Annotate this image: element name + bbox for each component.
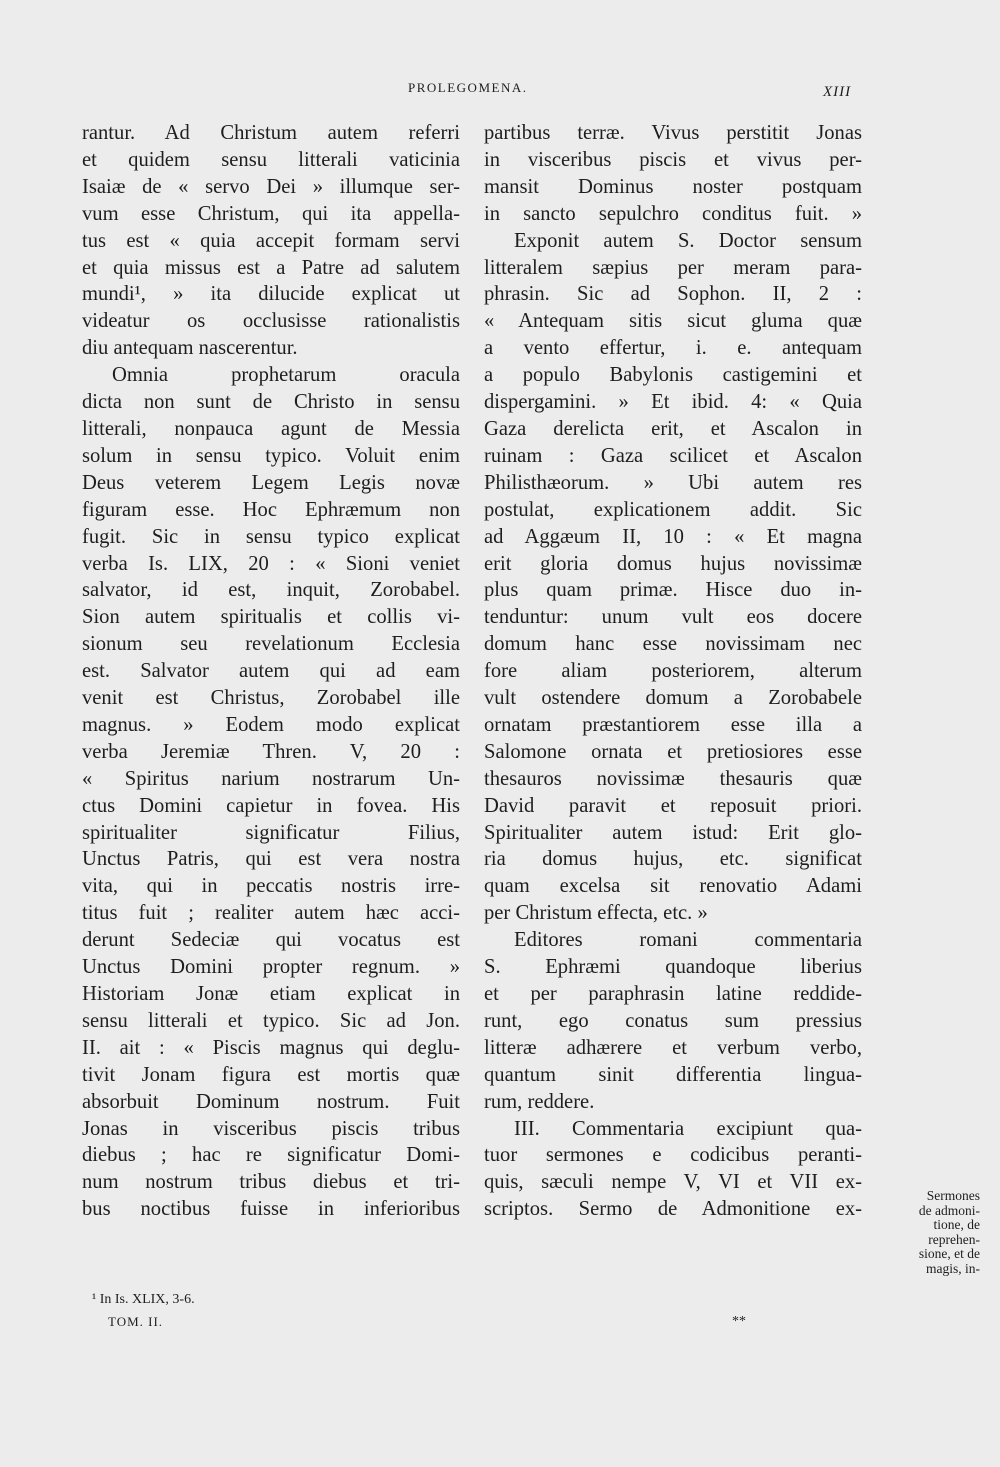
text-line: derunt Sedeciæ qui vocatus est	[82, 929, 460, 952]
text-line: tivit Jonam figura est mortis quæ	[82, 1063, 460, 1086]
text-line: David paravit et reposuit priori.	[484, 794, 862, 817]
text-line: III. Commentaria excipiunt qua-	[514, 1117, 862, 1140]
text-line: Exponit autem S. Doctor sensum	[514, 229, 862, 252]
text-line: ria domus hujus, etc. significat	[484, 848, 862, 871]
text-line: tus est « quia accepit formam servi	[82, 229, 460, 252]
text-line: dicta non sunt de Christo in sensu	[82, 391, 460, 414]
text-line: litterali, nonpauca agunt de Messia	[82, 417, 460, 440]
footnote: ¹ In Is. XLIX, 3-6.	[92, 1292, 195, 1307]
text-line: Sion autem spiritualis et collis vi-	[82, 606, 460, 629]
margin-note-line: reprehen-	[928, 1231, 980, 1247]
text-line: rantur. Ad Christum autem referri	[82, 122, 460, 144]
text-line: ornatam præstantiorem esse illa a	[484, 713, 862, 736]
signature-mark: **	[732, 1314, 746, 1329]
text-line: quantum sinit differentia lingua-	[484, 1063, 862, 1086]
text-line: Editores romani commentaria	[514, 929, 862, 952]
text-line: diebus ; hac re significatur Domi-	[82, 1144, 460, 1167]
text-line: salvator, id est, inquit, Zorobabel.	[82, 579, 460, 602]
margin-note-line: Sermones	[926, 1188, 980, 1203]
text-line: figuram esse. Hoc Ephræmum non	[82, 498, 460, 521]
text-line: thesauros novissimæ thesauris quæ	[484, 767, 862, 790]
text-line: scriptos. Sermo de Admonitione ex-	[484, 1198, 862, 1221]
text-line: Spiritualiter autem istud: Erit glo-	[484, 821, 862, 844]
text-line: tenduntur: unum vult eos docere	[484, 606, 862, 629]
text-line: sensu litterali et typico. Sic ad Jon.	[82, 1009, 460, 1032]
left-column	[82, 120, 460, 1223]
text-line: partibus terræ. Vivus perstitit Jonas	[484, 122, 862, 144]
text-line: domum hanc esse novissimam nec	[484, 633, 862, 656]
right-column	[484, 120, 862, 1223]
text-line: per Christum effecta, etc. »	[484, 902, 708, 925]
text-line: Unctus Patris, qui est vera nostra	[82, 848, 460, 871]
text-line: « Antequam sitis sicut gluma quæ	[484, 310, 862, 333]
text-line: in sancto sepulchro conditus fuit. »	[484, 202, 862, 225]
text-line: fore aliam posteriorem, alterum	[484, 660, 862, 683]
text-line: S. Ephræmi quandoque liberius	[484, 956, 862, 979]
text-line: litteræ adhærere et verbum verbo,	[484, 1036, 862, 1059]
text-line: magnus. » Eodem modo explicat	[82, 713, 460, 736]
text-line: spiritualiter significatur Filius,	[82, 821, 460, 844]
text-line: Historiam Jonæ etiam explicat in	[82, 983, 460, 1005]
text-line: Gaza derelicta erit, et Ascalon in	[484, 417, 862, 440]
text-line: litteralem sæpius per meram para-	[484, 256, 862, 279]
text-line: ad Aggæum II, 10 : « Et magna	[484, 525, 862, 548]
text-line: mundi¹, » ita dilucide explicat ut	[82, 283, 460, 306]
text-line: tuor sermones e codicibus peranti-	[484, 1144, 862, 1167]
running-title: PROLEGOMENA.	[408, 80, 528, 95]
text-line: Omnia prophetarum oracula	[112, 364, 460, 387]
text-line: ruinam : Gaza scilicet et Ascalon	[484, 444, 862, 467]
text-line: absorbuit Dominum nostrum. Fuit	[82, 1090, 460, 1113]
text-line: num nostrum tribus diebus et tri-	[82, 1171, 460, 1194]
text-line: « Spiritus narium nostrarum Un-	[82, 767, 460, 790]
text-line: postulat, explicationem addit. Sic	[484, 498, 862, 521]
text-line: vum esse Christum, qui ita appella-	[82, 202, 460, 225]
text-line: bus noctibus fuisse in inferioribus	[82, 1198, 460, 1221]
text-line: titus fuit ; realiter autem hæc acci-	[82, 902, 460, 925]
text-line: II. ait : « Piscis magnus qui deglu-	[82, 1036, 460, 1059]
text-line: Salomone ornata et pretiosiores esse	[484, 740, 862, 763]
margin-note-line: tione, de	[933, 1217, 980, 1232]
text-line: Jonas in visceribus piscis tribus	[82, 1117, 460, 1140]
margin-note-line: magis, in-	[926, 1260, 980, 1276]
text-line: runt, ego conatus sum pressius	[484, 1009, 862, 1032]
text-line: et quia missus est a Patre ad salutem	[82, 256, 460, 279]
text-line: et quidem sensu litterali vaticinia	[82, 148, 460, 171]
text-line: phrasin. Sic ad Sophon. II, 2 :	[484, 283, 862, 306]
text-line: et per paraphrasin latine reddide-	[484, 983, 862, 1005]
margin-note	[860, 1189, 980, 1276]
text-line: Deus veterem Legem Legis novæ	[82, 471, 460, 494]
text-line: venit est Christus, Zorobabel ille	[82, 687, 460, 710]
text-line: vult ostendere domum a Zorobabele	[484, 687, 862, 710]
text-line: fugit. Sic in sensu typico explicat	[82, 525, 460, 548]
margin-note-line: sione, et de	[918, 1246, 980, 1261]
text-line: solum in sensu typico. Voluit enim	[82, 444, 460, 467]
text-line: vita, qui in peccatis nostris irre-	[82, 875, 460, 898]
text-line: quis, sæculi nempe V, VI et VII ex-	[484, 1171, 862, 1194]
tome-label: TOM. II.	[108, 1314, 164, 1329]
text-line: ctus Domini capietur in fovea. His	[82, 794, 460, 817]
text-line: sionum seu revelationum Ecclesia	[82, 633, 460, 656]
text-line: plus quam primæ. Hisce duo in-	[484, 579, 862, 602]
margin-note-line: de admoni-	[918, 1202, 980, 1218]
text-line: quam excelsa sit renovatio Adami	[484, 875, 862, 898]
text-line: verba Is. LIX, 20 : « Sioni veniet	[82, 552, 460, 575]
page-number: XIII	[823, 84, 852, 100]
text-line: rum, reddere.	[484, 1090, 595, 1113]
text-line: mansit Dominus noster postquam	[484, 175, 862, 198]
text-line: Isaiæ de « servo Dei » illumque ser-	[82, 175, 460, 198]
text-line: erit gloria domus hujus novissimæ	[484, 552, 862, 575]
text-line: a populo Babylonis castigemini et	[484, 364, 862, 387]
text-line: videatur os occlusisse rationalistis	[82, 310, 460, 333]
text-line: a vento effertur, i. e. antequam	[484, 337, 862, 360]
text-line: Philisthæorum. » Ubi autem res	[484, 471, 862, 494]
text-line: in visceribus piscis et vivus per-	[484, 148, 862, 171]
text-line: est. Salvator autem qui ad eam	[82, 660, 460, 683]
text-line: diu antequam nascerentur.	[82, 337, 298, 360]
text-line: verba Jeremiæ Thren. V, 20 :	[82, 740, 460, 763]
text-line: dispergamini. » Et ibid. 4: « Quia	[484, 391, 862, 414]
text-line: Unctus Domini propter regnum. »	[82, 956, 460, 979]
